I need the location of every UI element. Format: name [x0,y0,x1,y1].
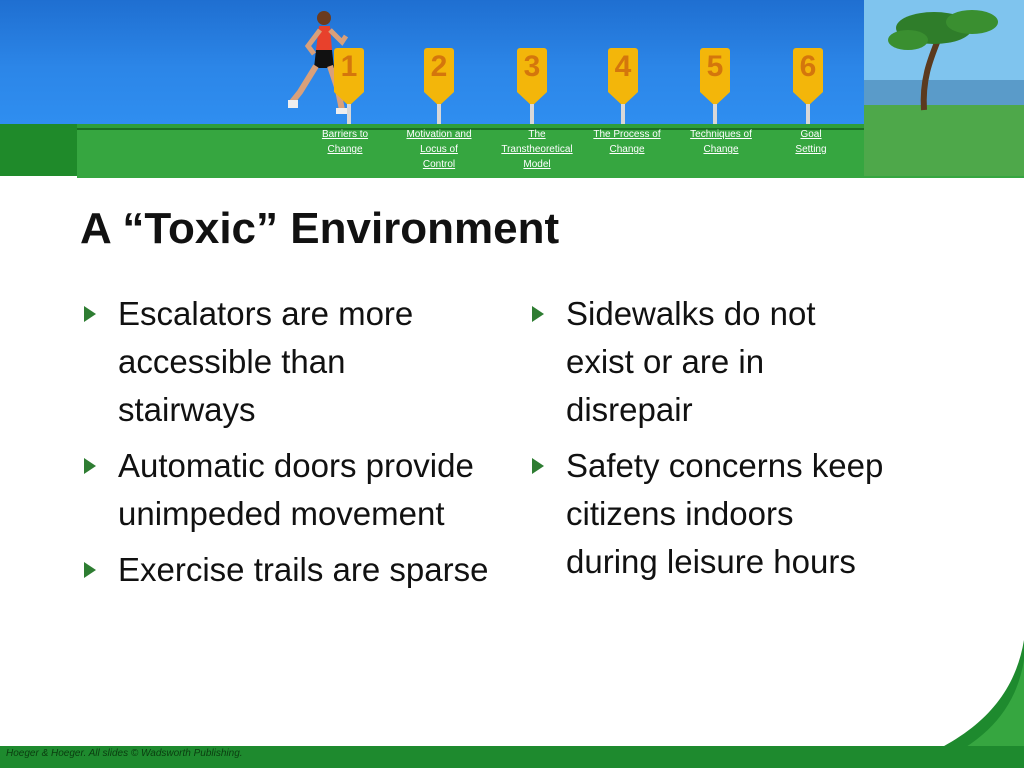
bullet-item [80,442,490,538]
nav-link-barriers-to-change[interactable]: Barriers to Change [321,129,369,155]
sign-number: 3 [523,50,541,83]
bullet-item [80,290,490,434]
sign-1 [334,48,364,126]
bullet-text: Escalators are more accessible than stairways [118,295,414,428]
sign-number: 5 [706,50,724,83]
nav-link-goal-setting[interactable]: Goal Setting [795,129,827,155]
bullet-item [528,442,888,586]
sign-2 [424,48,454,126]
bullet-text: Sidewalks do not exist or are in disrepair [566,295,816,428]
bullet-item [528,290,888,434]
left-bullet-column [80,290,490,602]
sign-6 [793,48,823,126]
bullet-text: Automatic doors provide unimpeded movement [118,447,474,532]
nav-link-techniques-of-change[interactable]: Techniques of Change [690,129,752,155]
copyright-text: Hoeger & Hoeger. All slides © Wadsworth Publishing. [6,748,243,759]
bullet-arrow-icon [84,458,96,474]
bullet-item [80,546,490,594]
bullet-arrow-icon [84,306,96,322]
sign-number: 2 [430,50,448,83]
sign-number: 1 [340,50,358,83]
bullet-text: Safety concerns keep citizens indoors during leisure hours [566,447,884,580]
sign-5 [700,48,730,126]
sign-3 [517,48,547,126]
nav-link-transtheoretical-model[interactable]: The Transtheoretical Model [501,129,573,170]
sign-number: 4 [614,50,632,83]
right-bullet-column [528,290,888,594]
slide-title: A “Toxic” Environment [80,204,560,253]
bullet-arrow-icon [532,306,544,322]
nav-link-motivation-and-locus-of-control[interactable]: Motivation and Locus of Control [406,129,472,170]
nav-link-process-of-change[interactable]: The Process of Change [593,129,661,155]
bullet-arrow-icon [532,458,544,474]
sign-4 [608,48,638,126]
nav-bar-left-block [0,124,77,176]
bullet-arrow-icon [84,562,96,578]
bullet-text: Exercise trails are sparse [118,551,489,588]
tree-scenery-image [864,0,1024,176]
sign-number: 6 [799,50,817,83]
